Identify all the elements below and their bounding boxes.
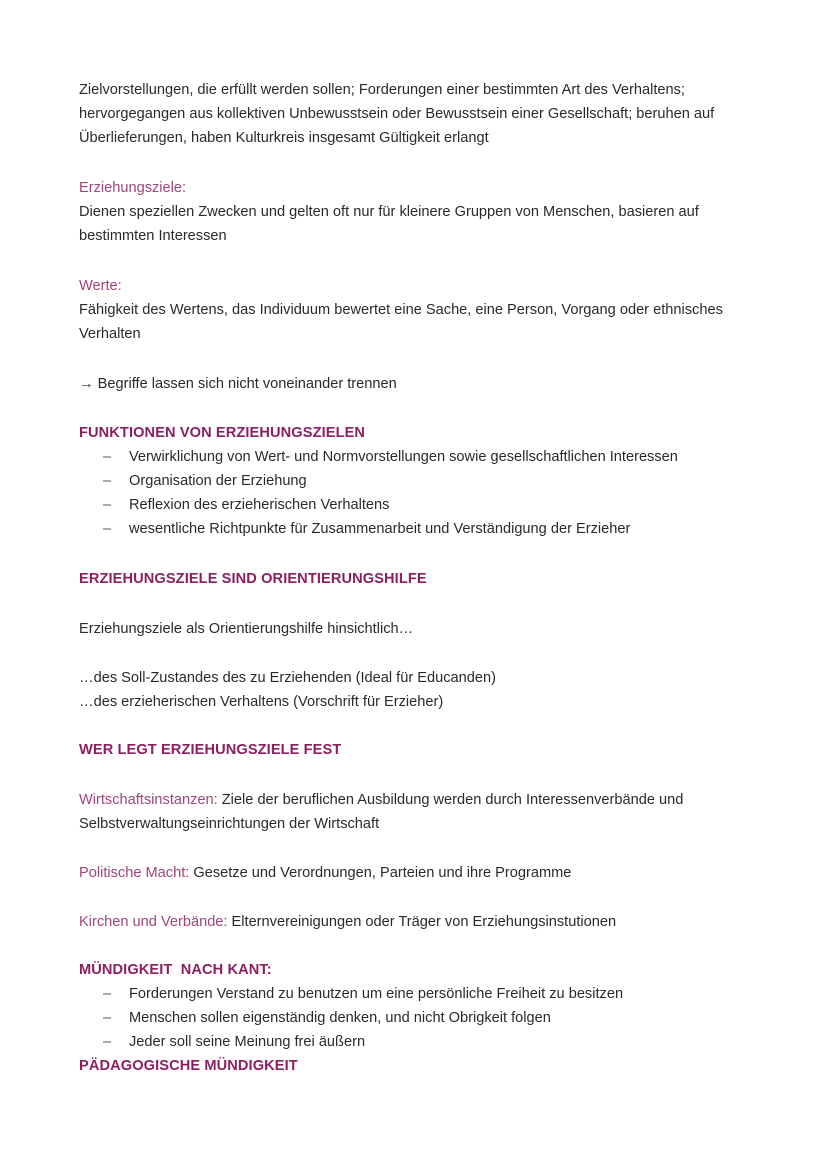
kirchen-label: Kirchen und Verbände:: [79, 914, 228, 930]
orientierung-intro: Erziehungsziele als Orientierungshilfe hinsichtlich…: [79, 621, 414, 637]
funktionen-section: [79, 421, 779, 541]
list-item: – Jeder soll seine Meinung frei äußern: [79, 1030, 779, 1054]
note-line: [79, 372, 779, 396]
kant-list: [79, 982, 779, 1054]
werte-section: [79, 274, 779, 346]
orientierung-heading: ERZIEHUNGSZIELE SIND ORIENTIERUNGSHILFE: [79, 571, 427, 587]
werte-line: Verhalten: [79, 326, 141, 342]
politik-label: Politische Macht:: [79, 865, 190, 881]
kant-section: [79, 958, 779, 1078]
dash-bullet-icon: –: [103, 449, 112, 465]
werte-line: Fähigkeit des Wertens, das Individuum bewertet eine Sache, eine Person, Vorgang oder ethnisches: [79, 302, 723, 318]
wer-section: [79, 738, 779, 762]
intro-line: Überlieferungen, haben Kulturkreis insgesamt Gültigkeit erlangt: [79, 130, 489, 146]
intro-line: hervorgegangen aus kollektiven Unbewusstsein oder Bewusstsein einer Gesellschaft; beruhen auf: [79, 106, 715, 122]
politik-paragraph: [79, 861, 779, 885]
list-item: – Forderungen Verstand zu benutzen um eine persönliche Freiheit zu besitzen: [79, 982, 779, 1006]
orientierung-lines: [79, 666, 779, 714]
list-item: – Verwirklichung von Wert- und Normvorstellungen sowie gesellschaftlichen Interessen: [79, 445, 779, 469]
list-item: – wesentliche Richtpunkte für Zusammenarbeit und Verständigung der Erzieher: [79, 517, 779, 541]
dash-bullet-icon: –: [103, 1010, 112, 1026]
kirchen-paragraph: [79, 910, 779, 934]
werte-label: Werte:: [79, 278, 122, 294]
kant-heading: MÜNDIGKEIT NACH KANT:: [79, 962, 272, 978]
arrow-right-icon: →: [79, 376, 94, 392]
list-item: – Menschen sollen eigenständig denken, und nicht Obrigkeit folgen: [79, 1006, 779, 1030]
kirchen-text: Elternvereinigungen oder Träger von Erziehungsinstutionen: [227, 914, 617, 930]
dash-bullet-icon: –: [103, 986, 112, 1002]
erziehungsziele-label: Erziehungsziele:: [79, 180, 187, 196]
erziehungsziele-line: bestimmten Interessen: [79, 228, 227, 244]
wer-heading: WER LEGT ERZIEHUNGSZIELE FEST: [79, 742, 342, 758]
orientierung-intro-block: [79, 617, 779, 641]
funktionen-list: [79, 445, 779, 541]
wirtschaft-label: Wirtschaftsinstanzen:: [79, 792, 218, 808]
wirtschaft-text-cont: Selbstverwaltungseinrichtungen der Wirtschaft: [79, 816, 380, 832]
note-text: Begriffe lassen sich nicht voneinander trennen: [97, 376, 397, 392]
paed-heading: PÄDAGOGISCHE MÜNDIGKEIT: [79, 1058, 298, 1074]
orientierung-line: …des Soll-Zustandes des zu Erziehenden (Ideal für Educanden): [79, 670, 496, 686]
intro-paragraph: [79, 78, 779, 150]
orientierung-line: …des erzieherischen Verhaltens (Vorschrift für Erzieher): [79, 694, 444, 710]
erziehungsziele-section: [79, 176, 779, 248]
wirtschaft-paragraph: [79, 788, 779, 836]
dash-bullet-icon: –: [103, 1034, 112, 1050]
orientierung-section: [79, 567, 779, 591]
dash-bullet-icon: –: [103, 521, 112, 537]
funktionen-heading: FUNKTIONEN VON ERZIEHUNGSZIELEN: [79, 425, 366, 441]
list-item: – Organisation der Erziehung: [79, 469, 779, 493]
dash-bullet-icon: –: [103, 497, 112, 513]
dash-bullet-icon: –: [103, 473, 112, 489]
list-item: – Reflexion des erzieherischen Verhaltens: [79, 493, 779, 517]
erziehungsziele-line: Dienen speziellen Zwecken und gelten oft nur für kleinere Gruppen von Menschen, basieren auf: [79, 204, 699, 220]
intro-line: Zielvorstellungen, die erfüllt werden sollen; Forderungen einer bestimmten Art des Verhaltens;: [79, 82, 685, 98]
wirtschaft-text: Ziele der beruflichen Ausbildung werden durch Interessenverbände und: [217, 792, 684, 808]
politik-text: Gesetze und Verordnungen, Parteien und ihre Programme: [189, 865, 572, 881]
